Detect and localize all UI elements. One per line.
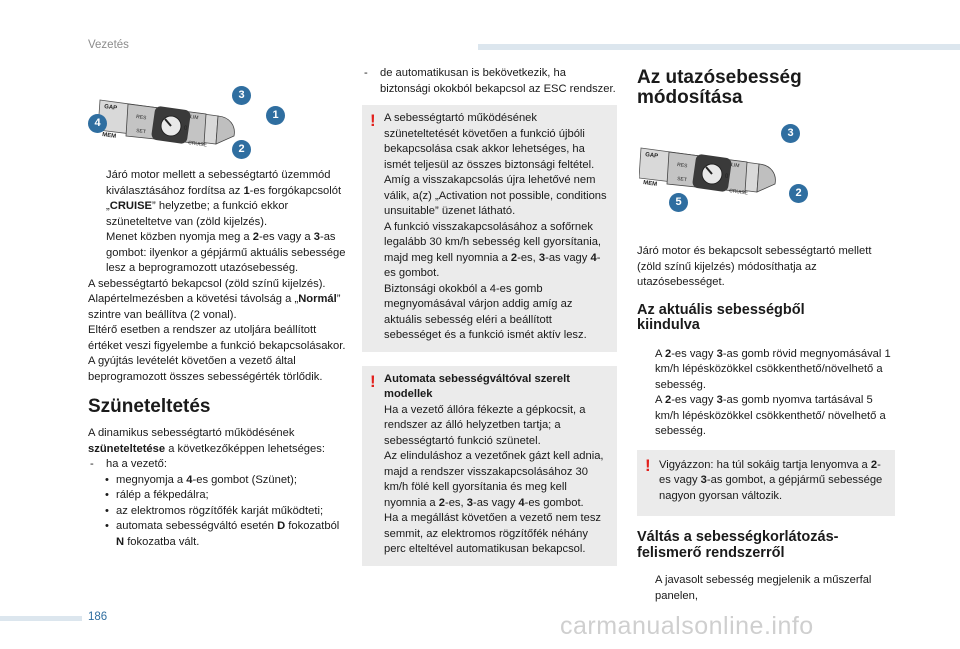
- warning-icon: !: [645, 455, 651, 475]
- svg-text:SET: SET: [135, 128, 147, 136]
- warning-box-reactivation: ! A sebességtartó működésének szüneteltetését követően a funkció újbóli bekapcsolása csak akkor lehetséges, ha ismét teljesül az összes biztonsági feltétel. Amíg a visszakapcsolás újra lehetővé nem válik, a(z) „Activation not possible, conditions unsuitable” üzenet látható. A funkció visszakapcsolásához a sofőrnek legalább 30 km/h sebesség kell gyorsítania, majd meg kell nyomnia a 2-es, 3-as vagy 4-es gombot. Biztonsági okokból a 4-es gomb megnyomásával várjon addig amíg az aktuális sebesség eléri a beállított sebességet és a funkció ismét aktív lesz.: [362, 105, 617, 352]
- column-middle: [362, 66, 617, 566]
- callout-3: 3: [232, 86, 251, 105]
- paragraph: Járó motor és bekapcsolt sebességtartó mellett (zöld színű kijelzés) módosíthatja az utazósebességet.: [637, 245, 872, 288]
- step-2: Menet közben nyomja meg a 2-es vagy a 3-as gombot: ilyenkor a gépjármű aktuális sebessége lesz a beprogramozott utazósebesség.: [106, 231, 346, 274]
- bullet-item: • rálép a fékpedálra;: [105, 489, 209, 501]
- svg-text:LIM: LIM: [189, 114, 199, 122]
- warning-box-automatic: ! Automata sebességváltóval szerelt modellek Ha a vezető állóra fékezte a gépkocsit, a rendszer az álló helyzetben tartja; a sebességtartó funkció szünetel. Az elinduláshoz a vezetőnek gázt kell adnia, majd a rendszer visszakapcsolásához 30 km/h fölé kell gyorsítania és meg kell nyomnia a 2-es, 3-as vagy 4-es gombot. Ha a megállást követően a vezető nem tesz semmit, az elektromos rögzítőfék néhány perc elteltével automatikusan bekapcsol.: [362, 366, 617, 566]
- paragraph: Alapértelmezésben a követési távolság a „Normál” szintre van beállítva (2 vonal).: [88, 293, 341, 321]
- paragraph: A dinamikus sebességtartó működésének szüneteltetése a következőképpen lehetséges:: [88, 427, 325, 455]
- bullet-item: • megnyomja a 4-es gombot (Szünet);: [105, 473, 297, 486]
- dash-item: - ha a vezető:: [90, 458, 167, 470]
- callout-4: 4: [88, 114, 107, 133]
- svg-text:LIM: LIM: [730, 162, 740, 170]
- paragraph: Eltérő esetben a rendszer az utoljára beállított értéket veszi figyelembe a funkció bekapcsolásakor.: [88, 324, 346, 352]
- svg-text:RES: RES: [135, 114, 147, 122]
- heading-pause: Szüneteltetés: [88, 396, 211, 417]
- heading-modify-speed: Az utazósebesség módosítása: [637, 67, 802, 108]
- bullet-item: • az elektromos rögzítőfék karját működteti;: [105, 504, 324, 517]
- dash-item: - de automatikusan is bekövetkezik, ha biztonsági okokból bekapcsol az ESC rendszer.: [364, 67, 616, 95]
- callout-2: 2: [789, 184, 808, 203]
- header-bar: [478, 44, 960, 50]
- watermark: carmanualsonline.info: [560, 612, 814, 640]
- step-1: Járó motor mellett a sebességtartó üzemmód kiválasztásához fordítsa az 1-es forgókapcsolót „CRUISE” helyzetbe; a funkció ekkor szüneteltetve van (zöld kijelzés).: [106, 169, 342, 228]
- svg-text:0: 0: [184, 126, 188, 132]
- stalk-diagram-1: [94, 74, 288, 164]
- stalk-diagram-2: [639, 127, 829, 212]
- callout-1: 1: [266, 106, 285, 125]
- svg-text:RES: RES: [676, 162, 688, 170]
- callout-5: 5: [669, 193, 688, 212]
- svg-text:CRUISE: CRUISE: [728, 188, 749, 197]
- svg-text:CRUISE: CRUISE: [187, 140, 208, 149]
- step-long-press: A 2-es vagy 3-as gomb nyomva tartásával 5 km/h lépésközökkel csökkenthető/ növelhető a sebesség.: [655, 394, 886, 437]
- subheading-limit-recognition: Váltás a sebességkorlátozás-felismerő rendszerről: [637, 529, 839, 561]
- page-number: 186: [88, 611, 108, 623]
- paragraph: A sebességtartó bekapcsol (zöld színű kijelzés).: [88, 277, 326, 290]
- section-header: Vezetés: [88, 39, 129, 51]
- svg-text:0: 0: [725, 174, 729, 180]
- svg-text:GAP: GAP: [644, 152, 659, 160]
- svg-text:GAP: GAP: [103, 104, 118, 112]
- subheading-current-speed: Az aktuális sebességből kiindulva: [637, 301, 805, 333]
- column-right: [637, 68, 895, 604]
- footer-bar: [0, 616, 82, 621]
- activation-text: [88, 168, 346, 385]
- svg-text:MEM: MEM: [101, 132, 117, 140]
- step-short-press: A 2-es vagy 3-as gomb rövid megnyomásával 1 km/h lépésközökkel csökkenthető/növelhető a sebesség.: [655, 347, 891, 391]
- svg-text:MEM: MEM: [642, 180, 658, 188]
- stalk-illustration: [98, 74, 288, 164]
- svg-text:SET: SET: [676, 176, 688, 184]
- column-left: [88, 74, 346, 550]
- step-suggested-speed: A javasolt sebesség megjelenik a műszerfal panelen,: [655, 574, 872, 602]
- warning-icon: !: [370, 371, 376, 391]
- callout-2: 2: [232, 140, 251, 159]
- warning-box-fast-change: ! Vigyázzon: ha túl sokáig tartja lenyomva a 2-es vagy 3-as gombot, a gépjármű sebessége nagyon gyorsan változik.: [637, 450, 895, 517]
- paragraph: A gyújtás levételét követően a vezető által beprogramozott összes sebességérték törlődik.: [88, 355, 323, 383]
- bullet-item: • automata sebességváltó esetén D fokozatból N fokozatba vált.: [105, 520, 340, 548]
- warning-icon: !: [370, 111, 376, 130]
- callout-3: 3: [781, 124, 800, 143]
